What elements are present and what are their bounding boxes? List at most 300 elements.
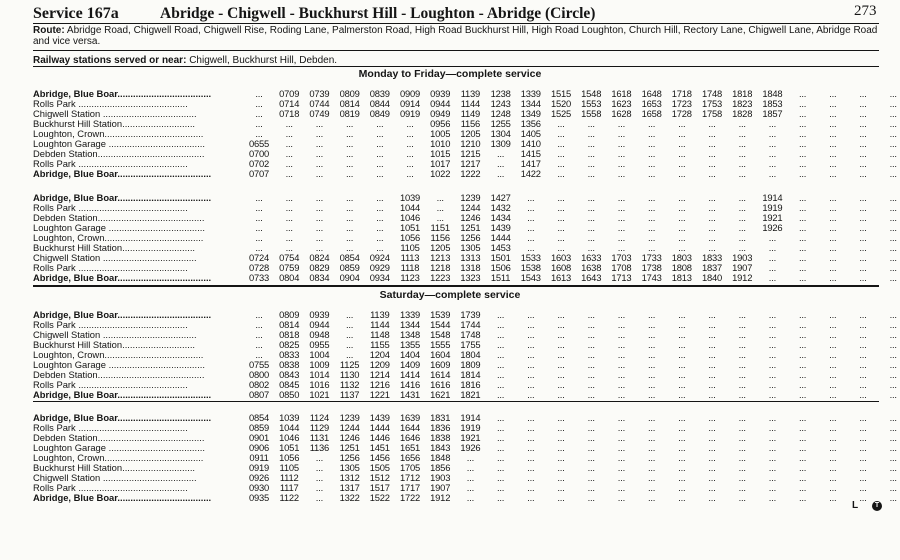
time-cell: 0833 xyxy=(279,349,300,360)
time-cell: 1628 xyxy=(611,108,632,119)
time-cell: 0843 xyxy=(279,369,300,380)
time-cell: 1215 xyxy=(460,148,481,159)
time-cell: ... xyxy=(557,339,565,350)
table-row xyxy=(33,339,897,350)
time-cell: 1814 xyxy=(460,369,481,380)
table-row xyxy=(33,442,897,453)
saturday-heading: Saturday—complete service xyxy=(379,289,521,301)
time-cell: ... xyxy=(527,472,535,483)
time-cell: 1914 xyxy=(762,192,783,203)
time-cell: 1118 xyxy=(400,262,420,273)
time-cell: 1748 xyxy=(460,329,481,340)
time-cell: ... xyxy=(557,148,565,159)
time-cell: ... xyxy=(527,452,535,463)
time-cell: ... xyxy=(557,462,565,473)
time-cell: 1323 xyxy=(460,272,481,283)
time-cell: 1409 xyxy=(399,359,421,370)
time-cell: ... xyxy=(255,242,263,253)
time-cell: 0956 xyxy=(430,118,451,129)
time-cell: 1912 xyxy=(732,272,753,283)
railway-text: Chigwell, Buckhurst Hill, Debden. xyxy=(189,55,338,66)
time-cell: 1603 xyxy=(550,252,572,263)
time-cell: ... xyxy=(829,158,837,169)
time-cell: 1204 xyxy=(369,349,390,360)
time-cell: 0909 xyxy=(399,88,421,99)
time-cell: ... xyxy=(738,148,746,159)
time-cell: ... xyxy=(557,359,565,370)
time-cell: ... xyxy=(617,482,625,493)
time-cell: 1758 xyxy=(701,108,723,119)
table-row xyxy=(33,472,897,483)
time-cell: 1344 xyxy=(399,319,421,330)
time-cell: 1151 xyxy=(430,222,450,233)
time-cell: 1309 xyxy=(490,138,511,149)
time-cell: ... xyxy=(829,329,837,340)
time-cell: 1148 xyxy=(370,329,390,340)
time-cell: ... xyxy=(496,389,505,400)
time-cell: ... xyxy=(315,202,323,213)
time-cell: ... xyxy=(798,359,807,370)
time-cell: ... xyxy=(587,128,595,139)
time-cell: ... xyxy=(738,412,746,423)
time-cell: 1618 xyxy=(611,88,632,99)
time-cell: ... xyxy=(345,212,354,223)
stop-name: Chigwell Station .................................... xyxy=(33,330,197,340)
time-cell: 1755 xyxy=(460,339,481,350)
time-cell: 0702 xyxy=(248,158,270,169)
time-cell: ... xyxy=(708,349,716,360)
time-cell: ... xyxy=(768,148,776,159)
time-cell: ... xyxy=(527,432,535,443)
stop-name: Debden Station......................................... xyxy=(33,149,205,159)
time-cell: 0809 xyxy=(339,88,360,99)
time-cell: ... xyxy=(345,118,354,129)
time-cell: ... xyxy=(678,222,686,233)
table-row xyxy=(33,492,897,503)
time-cell: 1039 xyxy=(399,192,421,203)
time-cell: ... xyxy=(768,422,776,433)
table-row xyxy=(33,148,897,159)
time-cell: 1216 xyxy=(369,379,390,390)
time-cell: ... xyxy=(466,482,474,493)
table-row xyxy=(33,389,897,400)
time-cell: ... xyxy=(496,339,505,350)
time-cell: ... xyxy=(345,319,354,330)
time-cell: 1831 xyxy=(430,412,451,423)
stop-name: Rolls Park .......................................... xyxy=(33,380,188,390)
table-row xyxy=(33,462,897,473)
time-cell: ... xyxy=(678,148,686,159)
time-cell: ... xyxy=(557,309,565,320)
time-cell: ... xyxy=(678,118,686,129)
time-cell: ... xyxy=(647,138,656,149)
time-cell: 0744 xyxy=(309,98,330,109)
time-cell: ... xyxy=(768,158,776,169)
time-cell: ... xyxy=(708,242,716,253)
time-cell: ... xyxy=(587,192,595,203)
time-cell: ... xyxy=(557,319,565,330)
time-cell: ... xyxy=(889,339,897,350)
weekday-outbound-table xyxy=(33,88,897,179)
stop-name: Rolls Park .......................................... xyxy=(33,483,188,493)
time-cell: ... xyxy=(255,222,263,233)
time-cell: 1739 xyxy=(460,309,481,320)
time-cell: 0849 xyxy=(369,108,390,119)
time-cell: 1022 xyxy=(430,168,451,179)
time-cell: ... xyxy=(527,212,535,223)
time-cell: ... xyxy=(798,462,807,473)
time-cell: 1349 xyxy=(520,108,541,119)
time-cell: 1608 xyxy=(550,262,572,273)
time-cell: ... xyxy=(678,168,686,179)
time-cell: 0809 xyxy=(279,309,300,320)
time-cell: 0906 xyxy=(248,442,270,453)
time-cell: ... xyxy=(647,349,656,360)
time-cell: ... xyxy=(315,482,323,493)
time-cell: ... xyxy=(617,339,625,350)
time-cell: ... xyxy=(889,389,897,400)
time-cell: 0845 xyxy=(279,379,300,390)
time-cell: ... xyxy=(315,472,323,483)
time-cell: 1803 xyxy=(671,252,692,263)
time-cell: 1723 xyxy=(671,98,692,109)
stop-name: Buckhurst Hill Station............................ xyxy=(33,340,196,350)
time-cell: 1643 xyxy=(581,272,602,283)
time-cell: ... xyxy=(557,138,565,149)
time-cell: ... xyxy=(527,232,535,243)
time-cell: ... xyxy=(587,138,595,149)
time-cell: ... xyxy=(738,128,746,139)
time-cell: ... xyxy=(617,118,625,129)
time-cell: ... xyxy=(345,192,354,203)
time-cell: ... xyxy=(255,212,263,223)
time-cell: ... xyxy=(859,422,867,433)
time-cell: 1416 xyxy=(399,379,421,390)
time-cell: 1522 xyxy=(369,492,390,503)
time-cell: ... xyxy=(829,432,837,443)
time-cell: ... xyxy=(376,202,384,213)
time-cell: 1348 xyxy=(399,329,421,340)
time-cell: ... xyxy=(617,128,625,139)
time-cell: ... xyxy=(738,389,746,400)
time-cell: 1005 xyxy=(430,128,451,139)
time-cell: ... xyxy=(678,442,686,453)
time-cell: 1205 xyxy=(430,242,451,253)
time-cell: ... xyxy=(829,492,837,503)
time-cell: 1010 xyxy=(430,138,451,149)
time-cell: ... xyxy=(647,432,656,443)
time-cell: ... xyxy=(527,379,535,390)
time-cell: ... xyxy=(768,432,776,443)
time-cell: ... xyxy=(557,452,565,463)
time-cell: ... xyxy=(678,422,686,433)
time-cell: ... xyxy=(768,272,776,283)
time-cell: ... xyxy=(647,168,656,179)
time-cell: ... xyxy=(738,232,746,243)
time-cell: 0655 xyxy=(248,138,270,149)
time-cell: ... xyxy=(829,482,837,493)
time-cell: ... xyxy=(647,242,656,253)
time-cell: 1039 xyxy=(279,412,300,423)
time-cell: ... xyxy=(829,359,837,370)
time-cell: ... xyxy=(315,492,323,503)
time-cell: 1014 xyxy=(309,369,330,380)
time-cell: 0819 xyxy=(339,108,360,119)
time-cell: ... xyxy=(829,168,837,179)
time-cell: 1156 xyxy=(430,232,450,243)
time-cell: ... xyxy=(859,148,867,159)
time-cell: ... xyxy=(859,319,867,330)
time-cell: ... xyxy=(587,472,595,483)
time-cell: ... xyxy=(496,482,505,493)
time-cell: 1246 xyxy=(460,212,481,223)
time-cell: ... xyxy=(647,359,656,370)
time-cell: 1848 xyxy=(762,88,783,99)
time-cell: 1239 xyxy=(460,192,481,203)
time-cell: ... xyxy=(406,148,414,159)
time-cell: ... xyxy=(617,192,625,203)
time-cell: 1046 xyxy=(399,212,421,223)
time-cell: ... xyxy=(889,452,897,463)
time-cell: ... xyxy=(798,349,807,360)
stop-name: Rolls Park .......................................... xyxy=(33,263,188,273)
time-cell: ... xyxy=(859,329,867,340)
time-cell: ... xyxy=(889,148,897,159)
table-row xyxy=(33,118,897,129)
time-cell: ... xyxy=(829,422,837,433)
time-cell: ... xyxy=(768,262,776,273)
time-cell: 1318 xyxy=(460,262,481,273)
time-cell: ... xyxy=(406,158,414,169)
time-cell: ... xyxy=(617,379,625,390)
time-cell: ... xyxy=(708,472,716,483)
time-cell: ... xyxy=(647,472,656,483)
time-cell: ... xyxy=(768,452,776,463)
time-cell: 1313 xyxy=(460,252,481,263)
time-cell: 0948 xyxy=(309,329,330,340)
time-cell: ... xyxy=(738,242,746,253)
time-cell: 1921 xyxy=(762,212,783,223)
time-cell: ... xyxy=(859,202,867,213)
time-cell: ... xyxy=(527,242,535,253)
time-cell: ... xyxy=(436,192,444,203)
time-cell: ... xyxy=(798,319,807,330)
stop-name: Buckhurst Hill Station............................ xyxy=(33,119,196,129)
stop-name: Rolls Park .......................................... xyxy=(33,320,188,330)
time-cell: ... xyxy=(647,128,656,139)
time-cell: 1744 xyxy=(460,319,481,330)
time-cell: 1132 xyxy=(339,379,360,390)
time-cell: ... xyxy=(587,202,595,213)
time-cell: ... xyxy=(859,492,867,503)
time-cell: ... xyxy=(678,349,686,360)
time-cell: ... xyxy=(496,379,505,390)
time-cell: 1506 xyxy=(490,262,511,273)
time-cell: 1312 xyxy=(339,472,360,483)
time-cell: ... xyxy=(889,472,897,483)
time-cell: ... xyxy=(829,452,837,463)
time-cell: ... xyxy=(617,369,625,380)
time-cell: ... xyxy=(345,232,354,243)
time-cell: ... xyxy=(678,389,686,400)
time-cell: ... xyxy=(798,108,807,119)
time-cell: ... xyxy=(527,369,535,380)
time-cell: ... xyxy=(496,329,505,340)
time-cell: 1722 xyxy=(399,492,421,503)
time-cell: ... xyxy=(829,379,837,390)
time-cell: ... xyxy=(647,339,656,350)
time-cell: ... xyxy=(889,462,897,473)
time-cell: ... xyxy=(285,192,293,203)
time-cell: ... xyxy=(466,492,474,503)
time-cell: ... xyxy=(829,472,837,483)
time-cell: 1609 xyxy=(430,359,451,370)
time-cell: ... xyxy=(527,202,535,213)
time-cell: 0939 xyxy=(309,309,330,320)
time-cell: 1155 xyxy=(370,339,390,350)
time-cell: ... xyxy=(708,482,716,493)
stop-name: Buckhurst Hill Station............................ xyxy=(33,463,196,473)
time-cell: ... xyxy=(496,472,505,483)
time-cell: ... xyxy=(798,262,807,273)
time-cell: ... xyxy=(829,309,837,320)
time-cell: ... xyxy=(829,148,837,159)
time-cell: ... xyxy=(738,168,746,179)
time-cell: 1823 xyxy=(732,98,753,109)
time-cell: 1543 xyxy=(520,272,541,283)
time-cell: 1653 xyxy=(641,98,662,109)
route-description xyxy=(33,25,879,47)
time-cell: ... xyxy=(859,252,867,263)
time-cell: 1818 xyxy=(732,88,753,99)
time-cell: ... xyxy=(587,349,595,360)
time-cell: 1218 xyxy=(430,262,451,273)
time-cell: ... xyxy=(557,412,565,423)
table-row xyxy=(33,422,897,433)
time-cell: 1016 xyxy=(309,379,330,390)
time-cell: ... xyxy=(678,412,686,423)
time-cell: ... xyxy=(678,369,686,380)
time-cell: 0700 xyxy=(248,148,270,159)
table-row xyxy=(33,192,897,203)
time-cell: ... xyxy=(889,192,897,203)
time-cell: ... xyxy=(859,482,867,493)
time-cell: ... xyxy=(436,212,444,223)
time-cell: ... xyxy=(889,222,897,233)
time-cell: ... xyxy=(617,222,625,233)
time-cell: ... xyxy=(768,462,776,473)
time-cell: 0934 xyxy=(369,272,390,283)
time-cell: 1520 xyxy=(550,98,572,109)
time-cell: 1856 xyxy=(430,462,451,473)
time-cell: ... xyxy=(315,148,323,159)
time-cell: ... xyxy=(798,128,807,139)
time-cell: ... xyxy=(708,128,716,139)
time-cell: ... xyxy=(768,389,776,400)
time-cell: 1009 xyxy=(309,359,330,370)
time-cell: 1808 xyxy=(671,262,692,273)
time-cell: ... xyxy=(285,148,293,159)
time-cell: ... xyxy=(738,432,746,443)
time-cell: 0944 xyxy=(309,319,330,330)
table-row xyxy=(33,379,897,390)
time-cell: ... xyxy=(406,128,414,139)
time-cell: ... xyxy=(829,192,837,203)
time-cell: ... xyxy=(708,212,716,223)
time-cell: ... xyxy=(889,212,897,223)
time-cell: ... xyxy=(859,138,867,149)
time-cell: ... xyxy=(678,319,686,330)
time-cell: 1621 xyxy=(430,389,451,400)
time-cell: ... xyxy=(678,462,686,473)
time-cell: 1105 xyxy=(400,242,420,253)
time-cell: 1753 xyxy=(701,98,723,109)
time-cell: ... xyxy=(768,242,776,253)
time-cell: ... xyxy=(859,98,867,109)
time-cell: ... xyxy=(587,158,595,169)
saturday-return-table xyxy=(33,412,897,503)
time-cell: ... xyxy=(738,462,746,473)
weekday-return-table xyxy=(33,192,897,283)
time-cell: 1246 xyxy=(339,432,360,443)
time-cell: ... xyxy=(889,138,897,149)
time-cell: ... xyxy=(345,309,354,320)
time-cell: 0850 xyxy=(279,389,300,400)
time-cell: ... xyxy=(708,158,716,169)
time-cell: ... xyxy=(617,148,625,159)
time-cell: 1705 xyxy=(399,462,421,473)
time-cell: 1404 xyxy=(399,349,421,360)
time-cell: 1907 xyxy=(430,482,451,493)
time-cell: 0859 xyxy=(248,422,270,433)
time-cell: ... xyxy=(798,98,807,109)
time-cell: ... xyxy=(859,462,867,473)
saturday-outbound-table xyxy=(33,309,897,400)
time-cell: ... xyxy=(829,442,837,453)
time-cell: ... xyxy=(798,389,807,400)
time-cell: ... xyxy=(345,168,354,179)
time-cell: 1743 xyxy=(641,272,662,283)
time-cell: ... xyxy=(496,309,505,320)
time-cell: 1446 xyxy=(369,432,390,443)
time-cell: ... xyxy=(647,202,656,213)
time-cell: ... xyxy=(889,412,897,423)
time-cell: ... xyxy=(829,242,837,253)
time-cell: 1129 xyxy=(309,422,330,433)
time-cell: ... xyxy=(798,432,807,443)
time-cell: ... xyxy=(889,492,897,503)
time-cell: ... xyxy=(557,168,565,179)
time-cell: ... xyxy=(496,168,505,179)
stop-name: Chigwell Station .................................... xyxy=(33,109,197,119)
time-cell: ... xyxy=(647,148,656,159)
time-cell: 1123 xyxy=(400,272,420,283)
time-cell: 1444 xyxy=(490,232,511,243)
time-cell: ... xyxy=(406,168,414,179)
time-cell: 1044 xyxy=(399,202,421,213)
time-cell: ... xyxy=(376,168,384,179)
time-cell: 1456 xyxy=(369,452,390,463)
time-cell: ... xyxy=(889,98,897,109)
time-cell: 0802 xyxy=(248,379,270,390)
time-cell: ... xyxy=(859,432,867,443)
time-cell: ... xyxy=(798,329,807,340)
time-cell: 1248 xyxy=(490,108,511,119)
time-cell: ... xyxy=(647,158,656,169)
time-cell: ... xyxy=(527,192,535,203)
time-cell: ... xyxy=(829,272,837,283)
time-cell: ... xyxy=(678,329,686,340)
